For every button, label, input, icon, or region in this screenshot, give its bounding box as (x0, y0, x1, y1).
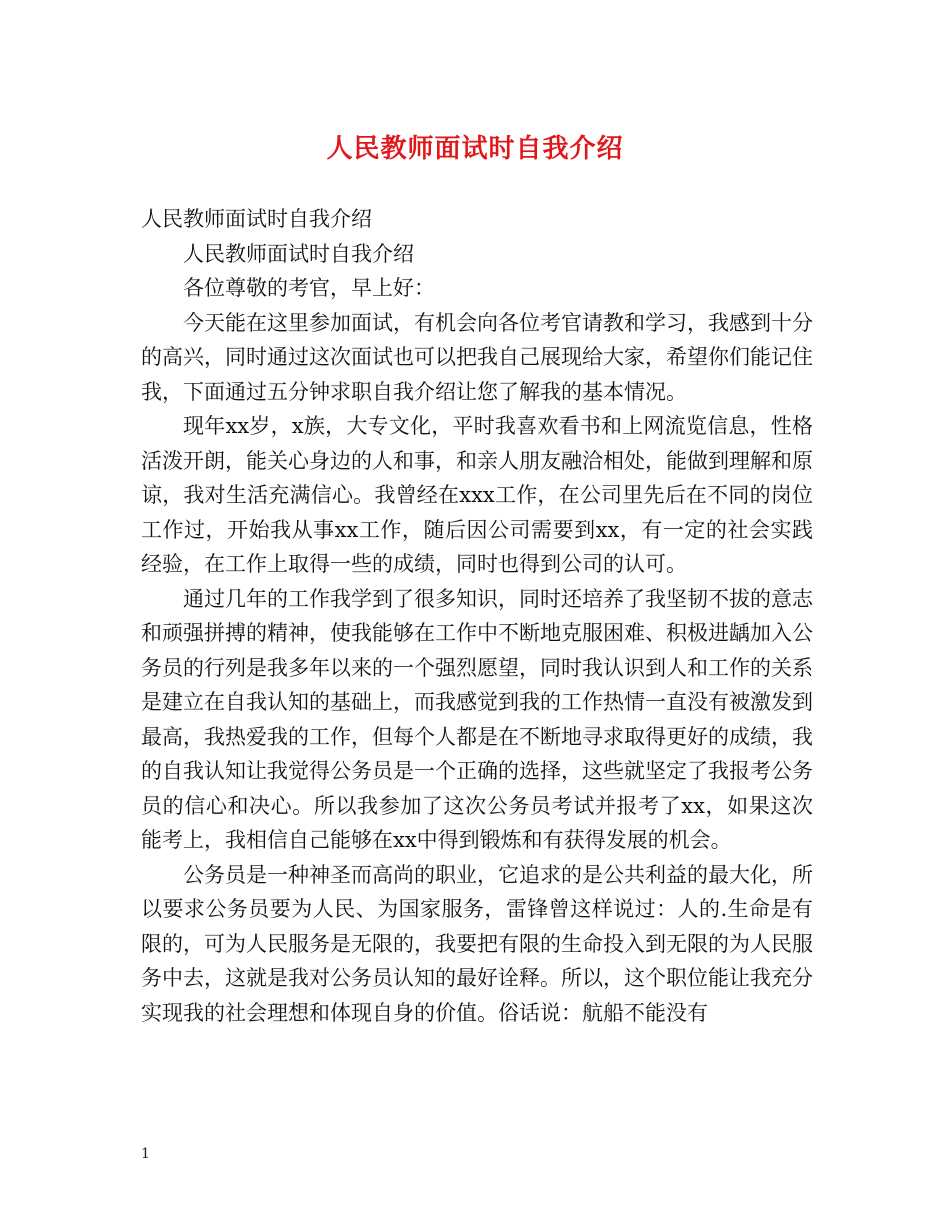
document-body (141, 202, 813, 1030)
paragraph-background: 现年xx岁，x族，大专文化，平时我喜欢看书和上网流览信息，性格活泼开朗，能关心身边的人和事，和亲人朋友融洽相处，能做到理解和原谅，我对生活充满信心。我曾经在xxx工作，在公司里先后在不同的岗位工作过，开始我从事xx工作，随后因公司需要到xx，有一定的社会实践经验，在工作上取得一些的成绩，同时也得到公司的认可。 (141, 414, 813, 576)
paragraph-motivation: 通过几年的工作我学到了很多知识，同时还培养了我坚韧不拔的意志和顽强拼搏的精神，使我能够在工作中不断地克服困难、积极进龋加入公务员的行列是我多年以来的一个强烈愿望，同时我认识到人和工作的关系是建立在自我认知的基础上，而我感觉到我的工作热情一直没有被激发到最高，我热爱我的工作，但每个人都是在不断地寻求取得更好的成绩，我的自我认知让我觉得公务员是一个正确的选择，这些就坚定了我报考公务员的信心和决心。所以我参加了这次公务员考试并报考了xx，如果这次能考上，我相信自己能够在xx中得到锻炼和有获得发展的机会。 (141, 586, 813, 852)
paragraph-opening: 今天能在这里参加面试，有机会向各位考官请教和学习，我感到十分的高兴，同时通过这次面试也可以把我自己展现给大家，希望你们能记住我，下面通过五分钟求职自我介绍让您了解我的基本情况。 (141, 310, 813, 404)
page-number: 1 (141, 1146, 150, 1162)
body-subheading: 人民教师面试时自我介绍 (183, 241, 414, 266)
paragraph-civil-service: 公务员是一种神圣而高尚的职业，它追求的是公共利益的最大化，所以要求公务员要为人民、为国家服务，雷锋曾这样说过：人的.生命是有限的，可为人民服务是无限的，我要把有限的生命投入到无限的为人民服务中去，这就是我对公务员认知的最好诠释。所以，这个职位能让我充分实现我的社会理想和体现自身的价值。俗话说：航船不能没有 (141, 862, 813, 1025)
body-heading: 人民教师面试时自我介绍 (141, 207, 372, 231)
document-title: 人民教师面试时自我介绍 (326, 134, 624, 164)
salutation: 各位尊敬的考官，早上好： (183, 276, 435, 300)
